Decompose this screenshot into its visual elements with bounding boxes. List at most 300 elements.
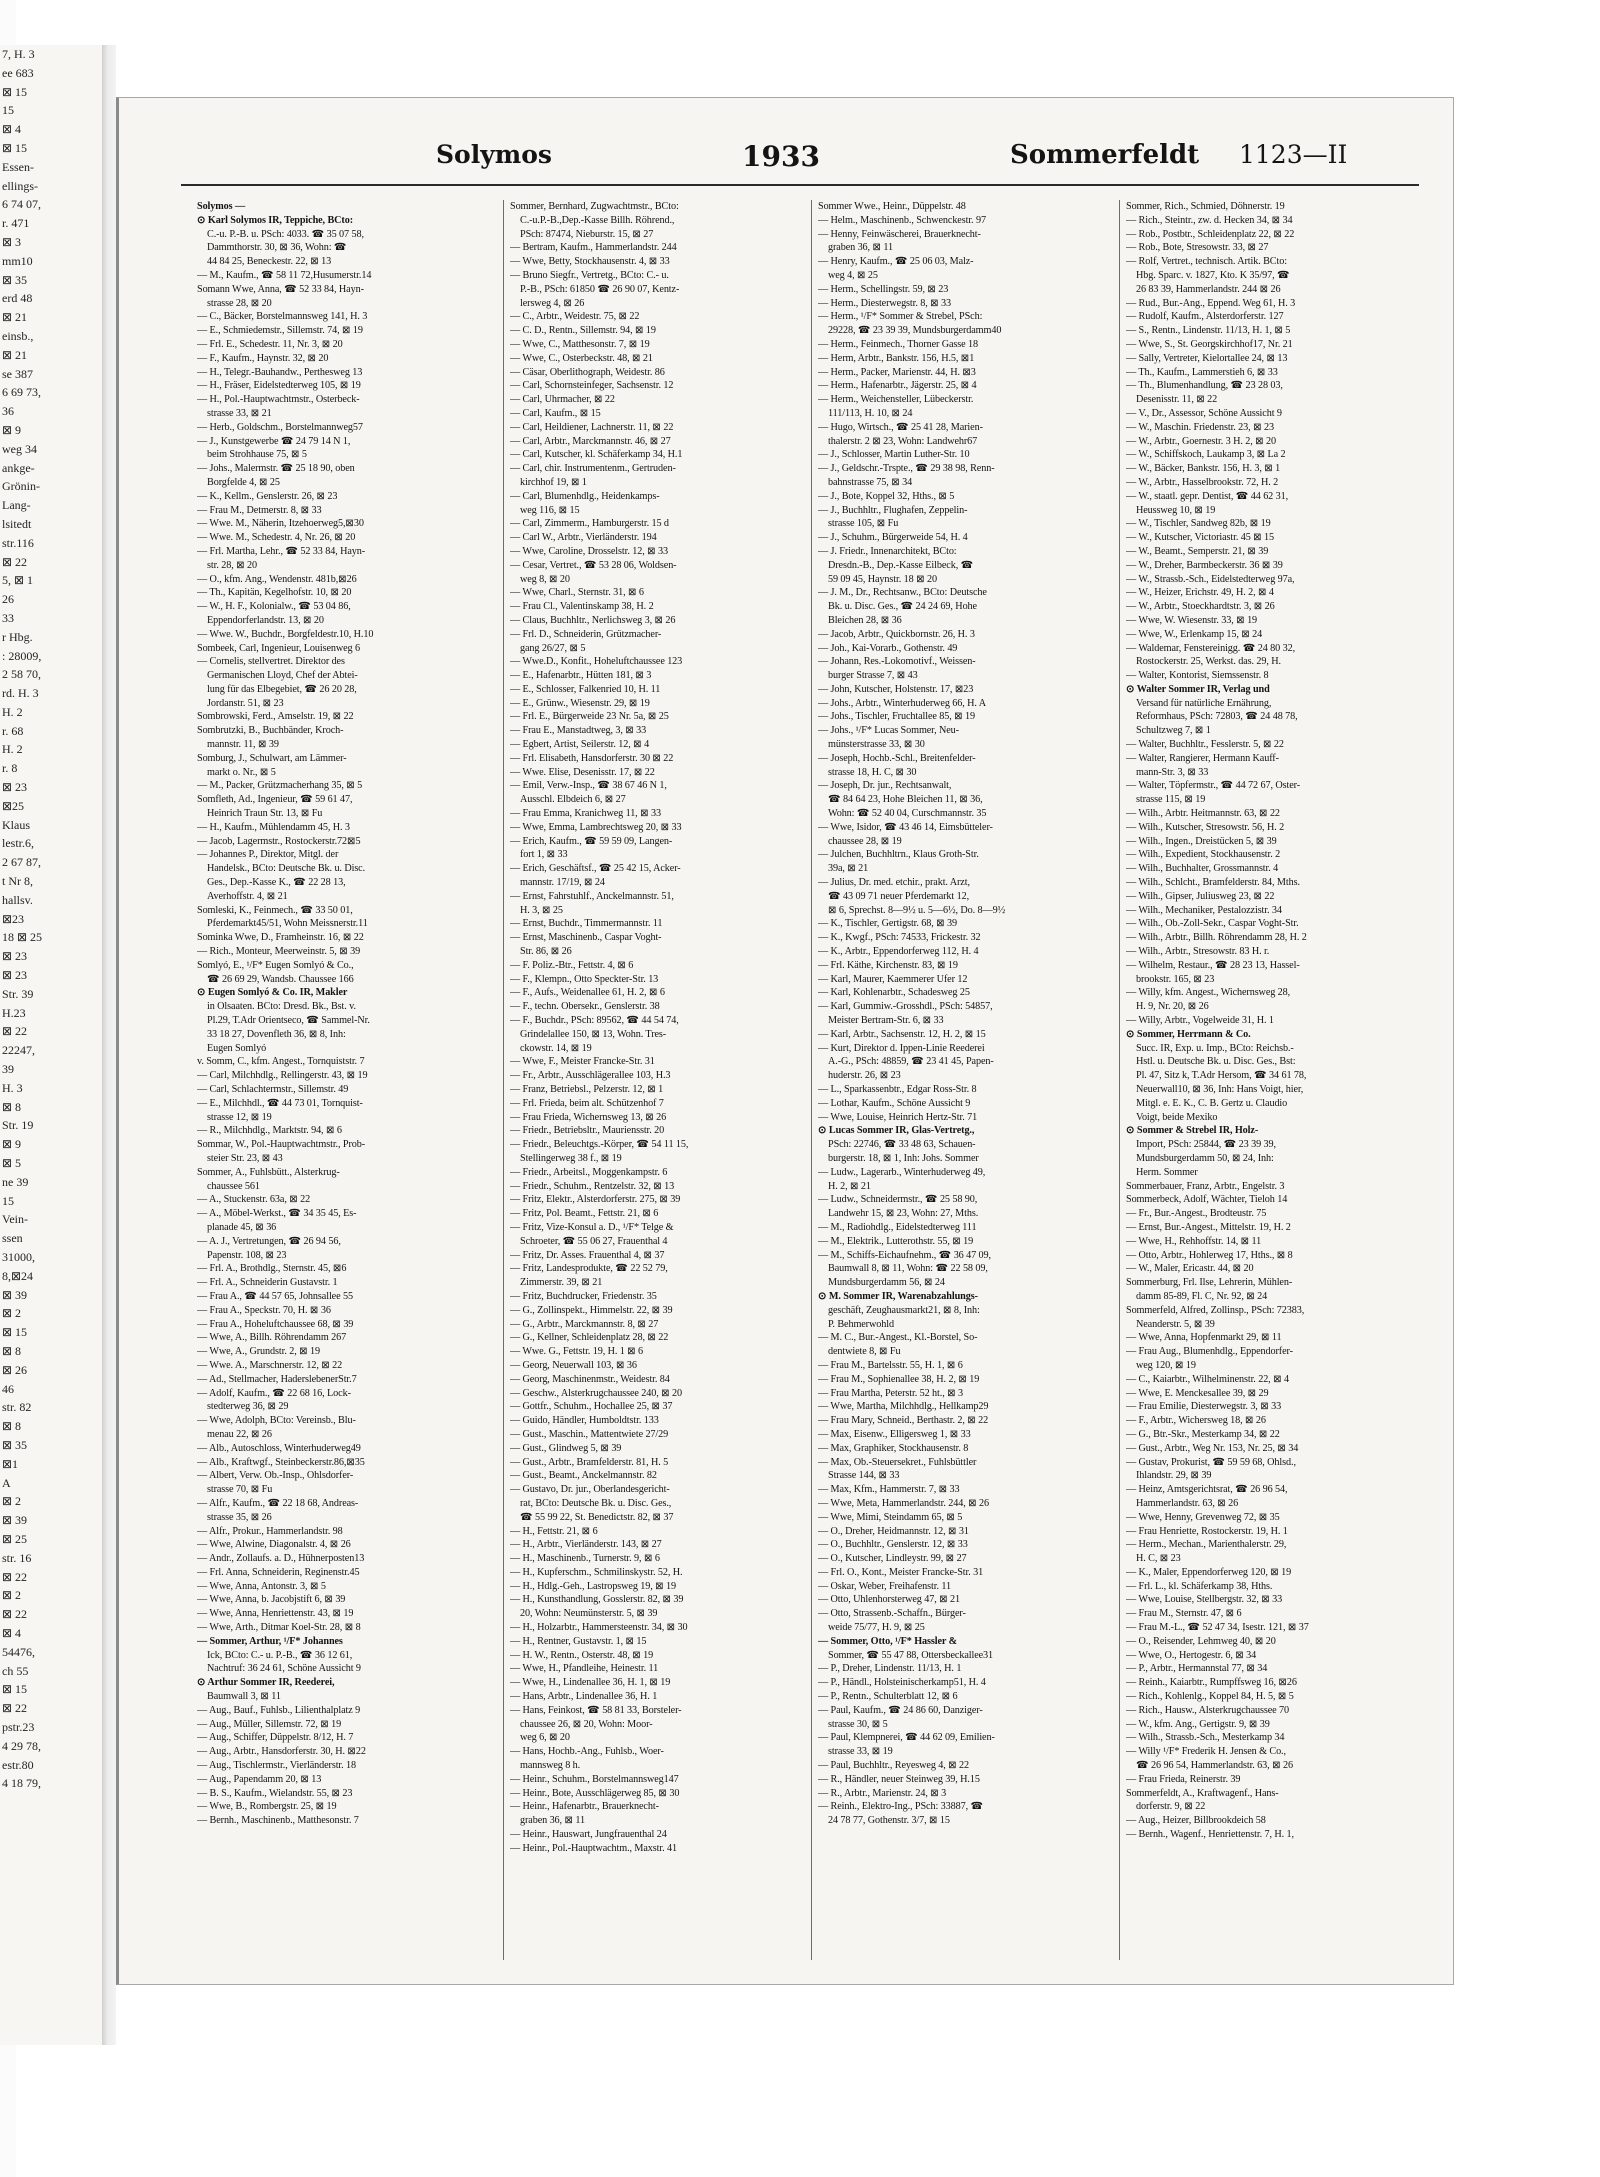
directory-entry: — Willy, kfm. Angest., Wichernsweg 28, xyxy=(1126,987,1291,999)
directory-entry: geschäft, Zeughausmarkt21, ⊠ 8, Inh: xyxy=(828,1304,980,1316)
directory-entry: — Frau M., Detmerstr. 8, ⊠ 33 xyxy=(197,504,322,516)
directory-entry: Landwehr 15, ⊠ 23, Wohn: 27, Mths. xyxy=(828,1208,979,1220)
directory-entry: C.-u. P.-B. u. PSch: 4033. ☎ 35 07 58, xyxy=(207,228,364,240)
directory-entry: — Hugo, Wirtsch., ☎ 25 41 28, Marien- xyxy=(818,421,983,433)
directory-entry: — L., Sparkassenbtr., Edgar Ross-Str. 8 xyxy=(818,1084,977,1095)
directory-entry: Bleichen 28, ⊠ 36 xyxy=(828,614,902,626)
directory-entry: — Carl, Zimmerm., Hamburgerstr. 15 d xyxy=(510,518,669,530)
prev-page-line: erd 48 xyxy=(2,291,33,306)
directory-entry: — Carl, Milchhdlg., Rellingerstr. 43, ⊠ 19 xyxy=(197,1070,368,1082)
directory-entry: — Heinr., Schuhm., Borstelmannsweg147 xyxy=(510,1773,679,1785)
directory-entry: — W., Arbtr., Goernestr. 3 H. 2, ⊠ 20 xyxy=(1126,435,1276,447)
prev-page-line: lsitedt xyxy=(2,516,32,531)
prev-page-line: Lang- xyxy=(2,498,31,513)
directory-entry: — Joh., Kai-Vorarb., Gothenstr. 49 xyxy=(818,642,958,654)
directory-entry: — Max, Ob.-Steuersekret., Fuhlsbüttler xyxy=(818,1456,977,1468)
prev-page-line: ⊠ 2 xyxy=(2,1306,22,1321)
directory-entry: — G., Btr.-Skr., Mesterkamp 34, ⊠ 22 xyxy=(1126,1428,1280,1440)
directory-entry: Neanderstr. 5, ⊠ 39 xyxy=(1136,1318,1215,1330)
directory-entry: Somann Wwe, Anna, ☎ 52 33 84, Hayn- xyxy=(197,283,364,295)
directory-entry: — Wwe, Anna, b. Jacobjstift 6, ⊠ 39 xyxy=(197,1594,346,1606)
column-3 xyxy=(811,200,1119,1960)
directory-entry: — S., Rentn., Lindenstr. 11/13, H. 1, ⊠ 5 xyxy=(1126,325,1291,337)
directory-entry: mannsweg 8 h. xyxy=(520,1760,581,1772)
directory-entry: — Paul, Kaufm., ☎ 24 86 60, Danziger- xyxy=(818,1704,983,1716)
directory-entry: Sommar, W., Pol.-Hauptwachtmstr., Prob- xyxy=(197,1139,366,1151)
directory-entry: strasse 30, ⊠ 5 xyxy=(828,1718,888,1730)
directory-entry: — G., Kellner, Schleidenplatz 28, ⊠ 22 xyxy=(510,1332,669,1344)
prev-page-line: ⊠ 22 xyxy=(2,1569,28,1584)
directory-entry: Nachtruf: 36 24 61, Schöne Aussicht 9 xyxy=(207,1663,361,1675)
directory-entry: Neuerwall10, ⊠ 36, Inh: Hans Voigt, hier, xyxy=(1136,1084,1304,1095)
prev-page-line: ⊠ 23 xyxy=(2,968,28,983)
prev-page-line: hallsv. xyxy=(2,892,33,907)
directory-entry: chaussee 26, ⊠ 20, Wohn: Moor- xyxy=(520,1718,653,1730)
directory-entry: — Frl. Martha, Lehr., ☎ 52 33 84, Hayn- xyxy=(197,545,366,557)
directory-entry: stedterweg 36, ⊠ 29 xyxy=(207,1401,289,1413)
directory-entry: — Aug., Tischlermstr., Vierländerstr. 18 xyxy=(197,1760,357,1772)
directory-entry: — Wwe, B., Rombergstr. 25, ⊠ 19 xyxy=(197,1801,337,1813)
directory-entry: — Frau M., Bartelsstr. 55, H. 1, ⊠ 6 xyxy=(818,1359,963,1371)
prev-page-line: ⊠ 39 xyxy=(2,1513,28,1528)
directory-entry: — Wwe. W., Buchdr., Borgfeldestr.10, H.10 xyxy=(197,628,374,640)
directory-entry: — H., Telegr.-Bauhandw., Perthesweg 13 xyxy=(197,366,363,378)
directory-entry: — Johs., Tischler, Fruchtallee 85, ⊠ 19 xyxy=(818,711,976,723)
directory-entry: mannstr. 17/19, ⊠ 24 xyxy=(520,877,605,889)
directory-entry: ☎ 26 69 29, Wandsb. Chaussee 166 xyxy=(207,973,354,985)
directory-entry: ckowstr. 14, ⊠ 19 xyxy=(520,1042,592,1054)
directory-entry: — R., Milchhdlg., Marktstr. 94, ⊠ 6 xyxy=(197,1125,342,1137)
directory-entry: — Herm., Mechan., Marienthalerstr. 29, xyxy=(1126,1539,1287,1551)
directory-entry: — Gust., Arbtr., Weg Nr. 153, Nr. 25, ⊠ 34 xyxy=(1126,1442,1299,1454)
directory-entry: — O., Buchhltr., Genslerstr. 12, ⊠ 33 xyxy=(818,1539,968,1551)
directory-entry: — R., Arbtr., Marienstr. 24, ⊠ 3 xyxy=(818,1787,947,1799)
directory-entry: — Paul, Buchhltr., Reyesweg 4, ⊠ 22 xyxy=(818,1760,970,1772)
directory-entry: — Johs., Arbtr., Winterhuderweg 66, H. A xyxy=(818,697,987,709)
directory-entry: — J., Schuhm., Bürgerweide 54, H. 4 xyxy=(818,532,968,544)
directory-entry: — Wwe, S., St. Georgskirchhof17, Nr. 21 xyxy=(1126,338,1293,350)
prev-page-line: 46 xyxy=(2,1381,14,1396)
prev-page-line: ⊠ 8 xyxy=(2,1343,22,1358)
directory-entry: Ihlandstr. 29, ⊠ 39 xyxy=(1136,1470,1212,1482)
directory-entry: — O., kfm. Ang., Wendenstr. 481b,⊠26 xyxy=(197,573,357,585)
directory-entry: weg 8, ⊠ 20 xyxy=(520,573,570,585)
directory-entry: — John, Kutscher, Holstenstr. 17, ⊠23 xyxy=(818,683,974,695)
directory-entry: Rostockerstr. 25, Werkst. das. 29, H. xyxy=(1136,656,1281,668)
directory-entry: — Wwe, Charl., Sternstr. 31, ⊠ 6 xyxy=(510,587,644,599)
directory-entry: — Frau A., ☎ 44 57 65, Johnsallee 55 xyxy=(197,1290,353,1302)
directory-entry: Jordanstr. 51, ⊠ 23 xyxy=(207,697,284,709)
directory-entry: münsterstrasse 33, ⊠ 30 xyxy=(828,739,925,751)
directory-entry: — Reinh., Kaiarbtr., Rumpffsweg 16, ⊠26 xyxy=(1126,1677,1297,1689)
prev-page-line: A xyxy=(2,1475,11,1490)
prev-page-line: ⊠ 4 xyxy=(2,122,22,137)
directory-entry: — W., Maschin. Friedenstr. 23, ⊠ 23 xyxy=(1126,421,1274,433)
directory-entry: brookstr. 165, ⊠ 23 xyxy=(1136,973,1215,985)
directory-entry: — Wwe. M., Schedestr. 4, Nr. 26, ⊠ 20 xyxy=(197,532,356,544)
book-gutter xyxy=(102,45,116,2045)
directory-entry: — Rud., Bur.-Ang., Eppend. Weg 61, H. 3 xyxy=(1126,297,1296,309)
prev-page-line: 8,⊠24 xyxy=(2,1268,34,1283)
directory-entry: — Wilh., Arbtr. Heitmannstr. 63, ⊠ 22 xyxy=(1126,808,1280,820)
directory-entry: — W., Kutscher, Victoriastr. 45 ⊠ 15 xyxy=(1126,532,1275,544)
directory-entry: — Ludw., Schneidermstr., ☎ 25 58 90, xyxy=(818,1194,978,1206)
directory-entry: — Fritz, Dr. Asses. Frauenthal 4, ⊠ 37 xyxy=(510,1249,665,1261)
prev-page-line: 18 ⊠ 25 xyxy=(2,930,43,945)
directory-entry: — Albert, Verw. Ob.-Insp., Ohlsdorfer- xyxy=(197,1470,354,1482)
directory-entry: 39a, ⊠ 21 xyxy=(828,863,869,875)
prev-page-line: : 28009, xyxy=(2,648,42,663)
directory-entry: Heussweg 10, ⊠ 19 xyxy=(1136,504,1216,516)
column-1 xyxy=(195,200,503,1960)
prev-page-line: r Hbg. xyxy=(2,629,33,644)
directory-entry: — Otto, Uhlenhorsterweg 47, ⊠ 21 xyxy=(818,1594,960,1606)
directory-entry: — H., Fräser, Eidelstedterweg 105, ⊠ 19 xyxy=(197,380,361,392)
directory-entry: Stellingerweg 38 f., ⊠ 19 xyxy=(520,1152,622,1164)
prev-page-line: Grönin- xyxy=(2,479,40,494)
directory-entry: str. 28, ⊠ 20 xyxy=(207,559,257,571)
directory-entry: graben 36, ⊠ 11 xyxy=(520,1815,585,1827)
directory-entry: weg 4, ⊠ 25 xyxy=(828,269,878,281)
directory-entry: C.-u.P.-B.,Dep.-Kasse Billh. Röhrend., xyxy=(520,214,675,226)
directory-entry: — Andr., Zollaufs. a. D., Hühnerposten13 xyxy=(197,1553,365,1565)
directory-entry: — Walter, Rangierer, Hermann Kauff- xyxy=(1126,752,1279,764)
prev-page-line: ⊠ 15 xyxy=(2,1682,28,1697)
directory-entry: bahnstrasse 75, ⊠ 34 xyxy=(828,476,913,488)
directory-entry: — M., Packer, Grützmacherhang 35, ⊠ 5 xyxy=(197,780,363,792)
directory-entry: H. 3, ⊠ 25 xyxy=(520,904,563,916)
directory-entry: — Fr., Arbtr., Ausschlägerallee 103, H.3 xyxy=(510,1070,671,1082)
directory-entry: — Fritz, Elektr., Alsterdorferstr. 275, ⊠ 39 xyxy=(510,1194,681,1206)
directory-entry: beim Strohhause 75, ⊠ 5 xyxy=(207,449,307,461)
directory-entry: ☎ 26 96 54, Hammerlandstr. 63, ⊠ 26 xyxy=(1136,1760,1293,1772)
prev-page-line: ch 55 xyxy=(2,1663,29,1678)
prev-page-line: ⊠ 39 xyxy=(2,1287,28,1302)
directory-entry: — K., Kellm., Genslerstr. 26, ⊠ 23 xyxy=(197,490,338,502)
header-rule xyxy=(181,184,1419,186)
directory-entry: — Wwe, O., Hertogestr. 6, ⊠ 34 xyxy=(1126,1649,1257,1661)
directory-entry: Eugen Somlyó xyxy=(207,1042,267,1054)
directory-entry: — Wwe, A., Grundstr. 2, ⊠ 19 xyxy=(197,1346,320,1358)
directory-entry: — K., Kwgf., PSch: 74533, Frickestr. 32 xyxy=(818,932,981,944)
directory-entry: — Heinr., Hafenarbtr., Brauerknecht- xyxy=(510,1801,659,1813)
directory-entry: PSch: 22746, ☎ 33 48 63, Schauen- xyxy=(828,1139,976,1151)
directory-entry: — Frau Cl., Valentinskamp 38, H. 2 xyxy=(510,601,654,613)
directory-entry: — Karl, Maurer, Kaemmerer Ufer 12 xyxy=(818,973,968,985)
directory-entry: — G., Zollinspekt., Himmelstr. 22, ⊠ 39 xyxy=(510,1304,673,1316)
directory-entry: — Adolf, Kaufm., ☎ 22 68 16, Lock- xyxy=(197,1387,351,1399)
directory-entry: — W., Tischler, Sandweg 82b, ⊠ 19 xyxy=(1126,518,1271,530)
directory-entry: — W., Maler, Ericastr. 44, ⊠ 20 xyxy=(1126,1263,1254,1275)
directory-entry: — Fritz, Landesprodukte, ☎ 22 52 79, xyxy=(510,1263,668,1275)
directory-entry: — H., Holzarbtr., Hammersteenstr. 34, ⊠ 30 xyxy=(510,1622,688,1634)
prev-page-line: ee 683 xyxy=(2,65,34,80)
directory-entry: 59 09 45, Haynstr. 18 ⊠ 20 xyxy=(828,573,937,585)
directory-entry: — Kurt, Direktor d. Ippen-Linie Reederei xyxy=(818,1042,985,1054)
directory-entry: — Frau Martha, Peterstr. 52 ht., ⊠ 3 xyxy=(818,1387,963,1399)
prev-page-line: r. 68 xyxy=(2,723,24,738)
directory-entry: — Frau Henriette, Rostockerstr. 19, H. 1 xyxy=(1126,1525,1288,1537)
directory-entry: Pl.29, T.Adr Orientseco, ☎ Sammel-Nr. xyxy=(207,1015,370,1027)
directory-entry: strasse 33, ⊠ 21 xyxy=(207,407,272,419)
directory-entry: burger Strasse 7, ⊠ 43 xyxy=(828,670,918,682)
prev-page-line: ⊠ 2 xyxy=(2,1588,22,1603)
directory-entry: — Frl. A., Brothdlg., Sternstr. 45, ⊠6 xyxy=(197,1263,347,1275)
directory-entry: Mundsburgerdamm 50, ⊠ 24, Inh: xyxy=(1136,1152,1274,1164)
directory-entry: weg 6, ⊠ 20 xyxy=(520,1732,570,1744)
prev-page-line: str.116 xyxy=(2,535,34,550)
directory-entry: Averhoffstr. 4, ⊠ 21 xyxy=(207,890,288,902)
directory-entry: — J., Geldschr.-Trspte., ☎ 29 38 98, Renn- xyxy=(818,463,995,475)
directory-entry: — Wilh., Arbtr., Stresowstr. 83 H. r. xyxy=(1126,946,1270,958)
directory-entry: PSch: 87474, Nieburstr. 15, ⊠ 27 xyxy=(520,228,654,240)
directory-entry: — Wwe, F., Meister Francke-Str. 31 xyxy=(510,1056,655,1068)
directory-entry: — Frl. Käthe, Kirchenstr. 83, ⊠ 19 xyxy=(818,959,958,971)
directory-entry: — Gust., Maschin., Mattentwiete 27/29 xyxy=(510,1428,669,1440)
directory-entry: — Wilh., Strassb.-Sch., Mesterkamp 34 xyxy=(1126,1732,1285,1744)
directory-entry: Heinrich Traun Str. 13, ⊠ Fu xyxy=(207,808,323,820)
directory-entry: — Alfr., Prokur., Hammerlandstr. 98 xyxy=(197,1525,343,1537)
prev-page-line: pstr.23 xyxy=(2,1719,35,1734)
directory-entry: Meister Bertram-Str. 6, ⊠ 33 xyxy=(828,1015,944,1027)
column-4 xyxy=(1119,200,1427,1960)
directory-entry: Strasse 144, ⊠ 33 xyxy=(828,1470,900,1482)
directory-entry: — Ernst, Bur.-Angest., Mittelstr. 19, H. 2 xyxy=(1126,1221,1291,1233)
directory-entry: — Wwe, Emma, Lambrechtsweg 20, ⊠ 33 xyxy=(510,821,682,833)
directory-entry: huderstr. 26, ⊠ 23 xyxy=(828,1070,901,1082)
directory-entry: rat, BCto: Deutsche Bk. u. Disc. Ges., xyxy=(520,1497,672,1509)
directory-entry: — H. W., Rentn., Osterstr. 48, ⊠ 19 xyxy=(510,1649,654,1661)
directory-entry: — Aug., Heizer, Billbrookdeich 58 xyxy=(1126,1815,1266,1827)
directory-entry: Somburg, J., Schulwart, am Lämmer- xyxy=(197,752,347,764)
directory-entry: — Friedr., Beleuchtgs.-Körper, ☎ 54 11 15, xyxy=(510,1139,689,1151)
prev-page-line: 15 xyxy=(2,1193,14,1208)
directory-entry: H. 9, Nr. 20, ⊠ 26 xyxy=(1136,1001,1209,1013)
directory-entry: — Herb., Goldschm., Borstelmannweg57 xyxy=(197,421,363,433)
directory-entry: — C. D., Rentn., Sillemstr. 94, ⊠ 19 xyxy=(510,325,656,337)
directory-entry: — W., Strassb.-Sch., Eidelstedterweg 97a, xyxy=(1126,573,1295,585)
directory-entry: 24 78 77, Gothenstr. 3/7, ⊠ 15 xyxy=(828,1815,950,1827)
directory-entry: Pferdemarkt45/51, Wohn Meissnerstr.11 xyxy=(207,918,368,930)
prev-page-line: 2 58 70, xyxy=(2,667,41,682)
directory-entry: — C., Bäcker, Borstelmannsweg 141, H. 3 xyxy=(197,311,368,323)
directory-entry: ☎ 55 99 22, St. Benedictstr. 82, ⊠ 37 xyxy=(520,1511,674,1523)
directory-entry: — A. J., Vertretungen, ☎ 26 94 56, xyxy=(197,1235,341,1247)
directory-entry: — M., Elektrik., Lutterothstr. 55, ⊠ 19 xyxy=(818,1235,974,1247)
prev-page-line: ⊠ 26 xyxy=(2,1362,28,1377)
directory-entry: — W., Arbtr., Stoeckhardtstr. 3, ⊠ 26 xyxy=(1126,601,1275,613)
directory-entry: — Th., Kapitän, Kegelhofstr. 10, ⊠ 20 xyxy=(197,587,352,599)
directory-entry: Ges., Dep.-Kasse K., ☎ 22 28 13, xyxy=(207,877,346,889)
directory-entry: — Wilh., Ob.-Zoll-Sekr., Caspar Voght-Str. xyxy=(1126,918,1299,930)
directory-entry: — Wilh., Mechaniker, Pestalozzistr. 34 xyxy=(1126,904,1282,916)
prev-page-line: 36 xyxy=(2,404,14,419)
directory-entry: ⊙ Sommer & Strebel IR, Holz- xyxy=(1126,1125,1259,1137)
header-first-name: Solymos xyxy=(436,140,552,169)
directory-entry: — Wwe, Alwine, Diagonalstr. 4, ⊠ 26 xyxy=(197,1539,351,1551)
directory-entry: strasse 105, ⊠ Fu xyxy=(828,518,899,530)
directory-entry: strasse 12, ⊠ 19 xyxy=(207,1111,272,1123)
prev-page-line: ⊠ 25 xyxy=(2,1531,28,1546)
directory-entry: — Jacob, Arbtr., Quickbornstr. 26, H. 3 xyxy=(818,628,975,640)
directory-entry: weide 75/77, H. 9, ⊠ 25 xyxy=(828,1622,925,1634)
directory-entry: — H., Maschinenb., Turnerstr. 9, ⊠ 6 xyxy=(510,1553,660,1565)
prev-page-line: str. 16 xyxy=(2,1550,32,1565)
directory-entry: Sombrutzki, B., Buchbänder, Kroch- xyxy=(197,725,344,737)
directory-entry: steier Str. 23, ⊠ 43 xyxy=(207,1152,283,1164)
directory-entry: Sommerfeldt, A., Kraftwagenf., Hans- xyxy=(1126,1787,1279,1799)
directory-entry: gang 26/27, ⊠ 5 xyxy=(520,642,586,654)
directory-entry: — Wilh., Kutscher, Stresowstr. 56, H. 2 xyxy=(1126,821,1285,833)
directory-entry: — Sommer, Otto, ¹/F* Hassler & xyxy=(818,1635,957,1647)
directory-entry: — W., Dreher, Barmbeckerstr. 36 ⊠ 39 xyxy=(1126,559,1283,571)
directory-entry: dentwiete 8, ⊠ Fu xyxy=(828,1346,901,1358)
directory-entry: — Gustavo, Dr. jur., Oberlandesgericht- xyxy=(510,1484,670,1496)
directory-entry: — Reinh., Elektro-Ing., PSch: 33887, ☎ xyxy=(818,1801,984,1813)
directory-entry: — Rob., Postbtr., Schleidenplatz 22, ⊠ 22 xyxy=(1126,228,1295,240)
directory-entry: — Frau A., Hoheluftchaussee 68, ⊠ 39 xyxy=(197,1318,354,1330)
directory-entry: ⊙ Lucas Sommer IR, Glas-Vertretg., xyxy=(818,1125,975,1137)
directory-entry: — Ernst, Buchdr., Timmermannstr. 11 xyxy=(510,918,663,930)
directory-entry: — Wwe, Louise, Heinrich Hertz-Str. 71 xyxy=(818,1111,978,1123)
directory-entry: — Georg, Neuerwall 103, ⊠ 36 xyxy=(510,1359,637,1371)
directory-entry: — Hans, Hochb.-Ang., Fuhlsb., Woer- xyxy=(510,1746,664,1758)
directory-entry: Sombrowski, Ferd., Amselstr. 19, ⊠ 22 xyxy=(197,711,354,723)
prev-page-line: se 387 xyxy=(2,366,33,381)
directory-entry: mann-Str. 3, ⊠ 33 xyxy=(1136,766,1209,778)
directory-entry: — Wwe, Henny, Grevenweg 72, ⊠ 35 xyxy=(1126,1511,1280,1523)
prev-page-line: ⊠ 23 xyxy=(2,949,28,964)
directory-entry: ⊙ M. Sommer IR, Warenabzahlungs- xyxy=(818,1290,978,1302)
directory-entry: — Helm., Maschinenb., Schwenckestr. 97 xyxy=(818,214,986,226)
directory-entry: thalerstr. 2 ⊠ 23, Wohn: Landwehr67 xyxy=(828,435,978,447)
prev-page-line: H.23 xyxy=(2,1005,26,1020)
prev-page-line: ⊠ 15 xyxy=(2,140,28,155)
directory-entry: — O., Reisender, Lehmweg 40, ⊠ 20 xyxy=(1126,1635,1276,1647)
directory-entry: — E., Milchhdl., ☎ 44 73 01, Tornquist- xyxy=(197,1097,363,1109)
directory-entry: 111/113, H. 10, ⊠ 24 xyxy=(828,407,913,419)
directory-entry: — W., Arbtr., Hasselbrookstr. 72, H. 2 xyxy=(1126,476,1279,488)
directory-entry: — H., Hdlg.-Geh., Lastropsweg 19, ⊠ 19 xyxy=(510,1580,677,1592)
directory-entry: — Aug., Bauf., Fuhlsb., Lilienthalplatz 9 xyxy=(197,1704,361,1716)
directory-entry: Sommer, Rich., Schmied, Döhnerstr. 19 xyxy=(1126,201,1285,212)
directory-entry: — M., Kaufm., ☎ 58 11 72,Husumerstr.14 xyxy=(197,269,372,281)
directory-entry: — Egbert, Artist, Seilerstr. 12, ⊠ 4 xyxy=(510,739,650,751)
directory-entry: — Joseph, Hochb.-Schl., Breitenfelder- xyxy=(818,752,976,764)
directory-entry: strasse 115, ⊠ 19 xyxy=(1136,794,1206,806)
directory-entry: — Rich., Monteur, Meerweinstr. 5, ⊠ 39 xyxy=(197,946,361,958)
directory-entry: Solymos — xyxy=(197,201,246,212)
prev-page-line: H. 2 xyxy=(2,704,23,719)
prev-page-line: ⊠ 8 xyxy=(2,1419,22,1434)
prev-page-line: ⊠ 21 xyxy=(2,347,28,362)
directory-entry: — Frau Frieda, Wichernsweg 13, ⊠ 26 xyxy=(510,1111,667,1123)
directory-entry: — Frau Emilie, Diesterwegstr. 3, ⊠ 33 xyxy=(1126,1401,1282,1413)
directory-entry: — Bertram, Kaufm., Hammerlandstr. 244 xyxy=(510,242,677,254)
directory-entry: — Henry, Kaufm., ☎ 25 06 03, Malz- xyxy=(818,256,974,268)
directory-entry: — Paul, Klempnerei, ☎ 44 62 09, Emilien- xyxy=(818,1732,995,1744)
directory-entry: — Willy ¹/F* Frederik H. Jensen & Co., xyxy=(1126,1746,1286,1758)
directory-entry: — Wwe, Meta, Hammerlandstr. 244, ⊠ 26 xyxy=(818,1497,990,1509)
directory-entry: — Heinr., Hauswart, Jungfrauenthal 24 xyxy=(510,1829,667,1841)
directory-entry: A.-G., PSch: 48859, ☎ 23 41 45, Papen- xyxy=(828,1056,994,1068)
prev-page-line: 4 29 78, xyxy=(2,1738,41,1753)
directory-entry: Succ. IR, Exp. u. Imp., BCto: Reichsb.- xyxy=(1136,1042,1294,1054)
directory-entry: — Carl, chir. Instrumentenm., Gertruden- xyxy=(510,463,676,475)
directory-entry: ⊠ 6, Sprechst. 8—9½ u. 5—6½, Do. 8—9½ xyxy=(828,904,1006,916)
directory-entry: — Aug., Papendamm 20, ⊠ 13 xyxy=(197,1773,322,1785)
directory-entry: weg 120, ⊠ 19 xyxy=(1136,1359,1196,1371)
directory-entry: lung für das Elbegebiet, ☎ 26 20 28, xyxy=(207,683,357,695)
directory-entry: — Johannes P., Direktor, Mitgl. der xyxy=(197,849,339,861)
directory-entry: — Wwe, W. Wiesenstr. 33, ⊠ 19 xyxy=(1126,614,1258,626)
directory-entry: — Julchen, Buchhltrn., Klaus Groth-Str. xyxy=(818,849,979,861)
prev-page-line: ankge- xyxy=(2,460,35,475)
directory-entry: markt o. Nr., ⊠ 5 xyxy=(207,766,276,778)
directory-entry: — J., Bote, Koppel 32, Hths., ⊠ 5 xyxy=(818,490,955,502)
directory-entry: — Frl. E., Bürgerweide 23 Nr. 5a, ⊠ 25 xyxy=(510,711,669,723)
directory-entry: — Walter, Töpfermstr., ☎ 44 72 67, Oster- xyxy=(1126,780,1300,792)
prev-page-line: 54476, xyxy=(2,1644,35,1659)
directory-entry: — Emil, Verw.-Insp., ☎ 38 67 46 N 1, xyxy=(510,780,667,792)
directory-entry: — Fritz, Pol. Beamt., Fettstr. 21, ⊠ 6 xyxy=(510,1208,659,1220)
directory-entry: — Willy, Arbtr., Vogelweide 31, H. 1 xyxy=(1126,1015,1274,1027)
directory-entry: Versand für natürliche Ernährung, xyxy=(1136,697,1272,709)
directory-entry: — Fritz, Buchdrucker, Friedenstr. 35 xyxy=(510,1290,657,1302)
page-header xyxy=(119,140,1457,182)
directory-entry: menau 22, ⊠ 26 xyxy=(207,1428,272,1440)
directory-entry: — Heinr., Pol.-Hauptwachtm., Maxstr. 41 xyxy=(510,1842,678,1854)
directory-entry: — Lothar, Kaufm., Schöne Aussicht 9 xyxy=(818,1097,971,1109)
directory-entry: — Frau Frieda, Reinerstr. 39 xyxy=(1126,1773,1241,1785)
prev-page-line: 15 xyxy=(2,103,14,118)
prev-page-line: rd. H. 3 xyxy=(2,686,39,701)
directory-entry: — Jacob, Lagermstr., Rostockerstr.72⊠5 xyxy=(197,835,361,847)
prev-page-line: r. 8 xyxy=(2,761,18,776)
prev-page-line: ⊠ 22 xyxy=(2,1024,28,1039)
directory-entry: — Geschw., Alsterkrugchaussee 240, ⊠ 20 xyxy=(510,1387,683,1399)
directory-entry: — Frau A., Speckstr. 70, H. ⊠ 36 xyxy=(197,1304,331,1316)
directory-entry: Voigt, beide Mexiko xyxy=(1136,1111,1218,1123)
prev-page-line: ⊠ 9 xyxy=(2,422,22,437)
prev-page-line: ⊠ 3 xyxy=(2,234,22,249)
directory-entry: — Karl, Arbtr., Sachsenstr. 12, H. 2, ⊠ 15 xyxy=(818,1028,986,1040)
directory-entry: — W., Beamt., Semperstr. 21, ⊠ 39 xyxy=(1126,545,1269,557)
directory-entry: — Herm., Hafenarbtr., Jägerstr. 25, ⊠ 4 xyxy=(818,380,977,392)
directory-entry: graben 36, ⊠ 11 xyxy=(828,242,893,254)
directory-entry: — Wwe. M., Näherin, Itzehoerweg5,⊠30 xyxy=(197,518,364,530)
prev-page-line: 33 xyxy=(2,610,14,625)
prev-page-line: ⊠1 xyxy=(2,1456,19,1471)
directory-entry: — Rudolf, Kaufm., Alsterdorferstr. 127 xyxy=(1126,311,1284,323)
directory-entry: 44 84 25, Beneckestr. 22, ⊠ 13 xyxy=(207,256,332,268)
prev-page-line: ⊠ 35 xyxy=(2,1437,28,1452)
directory-entry: Somfleth, Ad., Ingenieur, ☎ 59 61 47, xyxy=(197,794,353,806)
directory-entry: Bk. u. Disc. Ges., ☎ 24 24 69, Hohe xyxy=(828,601,977,613)
directory-entry: — Gottfr., Schuhm., Hochallee 25, ⊠ 37 xyxy=(510,1401,673,1413)
directory-entry: — Wilhelm, Restaur., ☎ 28 23 13, Hassel- xyxy=(1126,959,1300,971)
directory-entry: ⊙ Sommer, Herrmann & Co. xyxy=(1126,1028,1251,1040)
directory-entry: Baumwall 8, ⊠ 11, Wohn: ☎ 22 58 09, xyxy=(828,1263,988,1275)
directory-entry: — M. C., Bur.-Angest., Kl.-Borstel, So- xyxy=(818,1332,978,1344)
directory-entry: — P., Arbtr., Hermannstal 77, ⊠ 34 xyxy=(1126,1663,1268,1675)
prev-page-line: ⊠ 23 xyxy=(2,780,28,795)
directory-entry: — A., Möbel-Werkst., ☎ 34 35 45, Es- xyxy=(197,1208,357,1220)
directory-entry: Sommer Wwe., Heinr., Düppelstr. 48 xyxy=(818,201,966,212)
directory-entry: Sombeek, Carl, Ingenieur, Louisenweg 6 xyxy=(197,642,360,654)
directory-entry: — P., Dreher, Lindenstr. 11/13, H. 1 xyxy=(818,1663,962,1675)
directory-entry: Somlyó, E., ¹/F* Eugen Somlyó & Co., xyxy=(197,959,354,971)
